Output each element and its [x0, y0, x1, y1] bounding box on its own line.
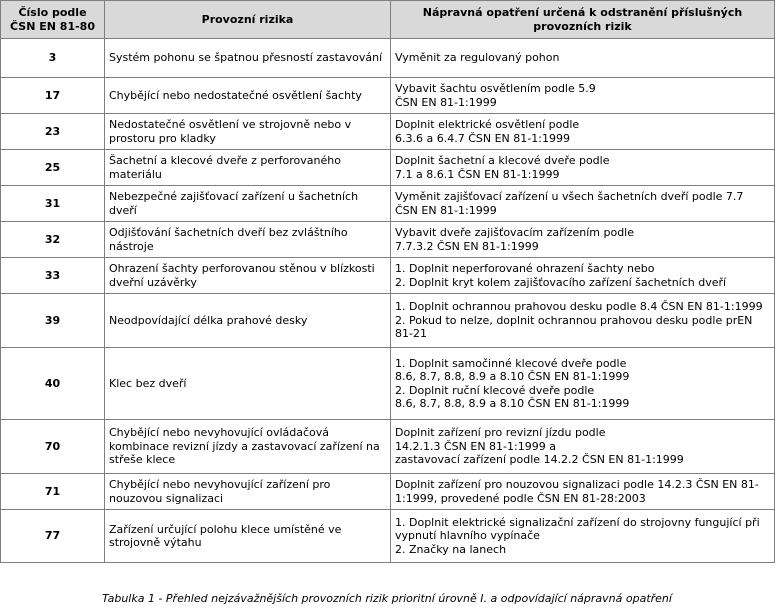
table-row [1, 186, 775, 222]
measure-line: Doplnit šachetní a klecové dveře podle [395, 154, 610, 167]
corrective-measures [391, 39, 775, 78]
measure-line: zastavovací zařízení podle 14.2.2 ČSN EN 81-1:1999 [395, 453, 684, 467]
corrective-measures [391, 258, 775, 294]
measure-line: 1. Doplnit samočinné klecové dveře podle [395, 356, 627, 370]
risk-number: 32 [1, 222, 105, 258]
risk-description: Nebezpečné zajišťovací zařízení u šachetních dveří [105, 186, 391, 222]
measure-line: 1. Doplnit elektrické signalizační zařízení do strojovny fungující při vypnutí hlavního vypínače [395, 515, 760, 543]
table-row [1, 348, 775, 420]
risk-number: 39 [1, 294, 105, 348]
table-row [1, 222, 775, 258]
table-row [1, 474, 775, 510]
corrective-measures [391, 150, 775, 186]
measure-line: 8.6, 8.7, 8.8, 8.9 a 8.10 ČSN EN 81-1:1999 [395, 370, 630, 383]
measure-line: 1. Doplnit neperforované ohrazení šachty nebo [395, 262, 655, 275]
measure-line: Doplnit zařízení pro nouzovou signalizaci podle 14.2.3 ČSN EN 81-1:1999, provedené podle ČSN EN 81-28:2003 [395, 478, 759, 505]
measure-line: ČSN EN 81-1:1999 [395, 203, 497, 217]
measure-line: Doplnit zařízení pro revizní jízdu podle [395, 426, 606, 440]
risk-description: Chybějící nebo nevyhovující ovládačová kombinace revizní jízdy a zastavovací zařízení na střeše klece [105, 420, 391, 474]
risk-number: 23 [1, 114, 105, 150]
risk-number: 33 [1, 258, 105, 294]
table-row [1, 258, 775, 294]
table-body [1, 39, 775, 563]
header-number: Číslo podle ČSN EN 81-80 [1, 1, 105, 39]
table-row [1, 114, 775, 150]
measure-line: Vybavit dveře zajišťovacím zařízením podle [395, 226, 635, 239]
header-risk: Provozní rizika [105, 1, 391, 39]
corrective-measures [391, 186, 775, 222]
corrective-measures [391, 114, 775, 150]
table-row [1, 39, 775, 78]
corrective-measures [391, 420, 775, 474]
risk-description: Chybějící nebo nevyhovující zařízení pro nouzovou signalizaci [105, 474, 391, 510]
measure-line: 8.6, 8.7, 8.8, 8.9 a 8.10 ČSN EN 81-1:1999 [395, 397, 630, 410]
risk-number: 31 [1, 186, 105, 222]
risk-number: 3 [1, 39, 105, 78]
risk-number: 25 [1, 150, 105, 186]
corrective-measures [391, 474, 775, 510]
risk-number: 77 [1, 510, 105, 563]
corrective-measures [391, 348, 775, 420]
measure-line: Doplnit elektrické osvětlení podle [395, 118, 580, 131]
risk-description: Zařízení určující polohu klece umístěné ve strojovně výtahu [105, 510, 391, 563]
risk-description: Ohrazení šachty perforovanou stěnou v blízkosti dveřní uzávěrky [105, 258, 391, 294]
risk-number: 40 [1, 348, 105, 420]
measure-line: 7.7.3.2 ČSN EN 81-1:1999 [395, 239, 539, 253]
risk-description: Klec bez dveří [105, 348, 391, 420]
risk-number: 71 [1, 474, 105, 510]
risk-description: Neodpovídající délka prahové desky [105, 294, 391, 348]
table-caption: Tabulka 1 - Přehled nejzávažnějších provozních rizik prioritní úrovně I. a odpovídající nápravná opatření [102, 592, 672, 605]
measure-line: Vyměnit zajišťovací zařízení u všech šachetních dveří podle 7.7 [395, 190, 744, 203]
corrective-measures [391, 294, 775, 348]
corrective-measures [391, 222, 775, 258]
measure-line: 2. Pokud to nelze, doplnit ochrannou prahovou desku podle prEN 81-21 [395, 313, 753, 341]
measure-line: 7.1 a 8.6.1 ČSN EN 81-1:1999 [395, 167, 560, 181]
header-row [1, 1, 775, 39]
header-measures: Nápravná opatření určená k odstranění příslušných provozních rizik [391, 1, 775, 39]
risk-description: Šachetní a klecové dveře z perforovaného materiálu [105, 150, 391, 186]
risk-number: 17 [1, 78, 105, 114]
risk-description: Odjišťování šachetních dveří bez zvláštního nástroje [105, 222, 391, 258]
table-header [1, 1, 775, 39]
measure-line: ČSN EN 81-1:1999 [395, 95, 497, 109]
measure-line: 2. Doplnit ruční klecové dveře podle [395, 383, 595, 397]
risk-description: Systém pohonu se špatnou přesností zastavování [105, 39, 391, 78]
table-row [1, 78, 775, 114]
measure-line: 14.2.1.3 ČSN EN 81-1:1999 a [395, 439, 556, 453]
table-row [1, 420, 775, 474]
risk-number: 70 [1, 420, 105, 474]
table-row [1, 510, 775, 563]
measure-line: Vybavit šachtu osvětlením podle 5.9 [395, 82, 596, 95]
table-row [1, 294, 775, 348]
measure-line: 6.3.6 a 6.4.7 ČSN EN 81-1:1999 [395, 131, 570, 145]
measure-line: 1. Doplnit ochrannou prahovou desku podle 8.4 ČSN EN 81-1:1999 [395, 300, 763, 314]
measure-line: 2. Doplnit kryt kolem zajišťovacího zařízení šachetních dveří [395, 275, 727, 289]
risk-description: Nedostatečné osvětlení ve strojovně nebo v prostoru pro kladky [105, 114, 391, 150]
measure-line: Vyměnit za regulovaný pohon [395, 51, 560, 65]
measure-line: 2. Značky na lanech [395, 542, 507, 556]
corrective-measures [391, 510, 775, 563]
corrective-measures [391, 78, 775, 114]
risk-description: Chybějící nebo nedostatečné osvětlení šachty [105, 78, 391, 114]
table-row [1, 150, 775, 186]
